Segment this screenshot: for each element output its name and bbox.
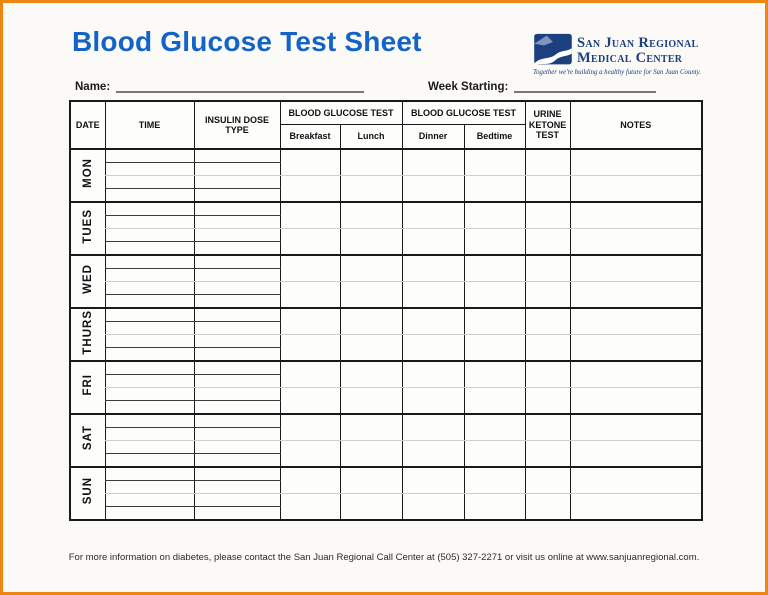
tues-dinner-cell-lower <box>402 229 464 256</box>
sun-time-cell-2 <box>105 481 194 494</box>
thurs-bedtime-cell-upper <box>464 308 525 335</box>
col-header-lunch: Lunch <box>340 125 402 150</box>
mon-notes-cell-upper <box>570 149 702 176</box>
sun-insulin-cell-2 <box>194 481 280 494</box>
fri-urine-cell-upper <box>525 361 570 388</box>
tues-insulin-cell-2 <box>194 216 280 229</box>
river-canyon-logo-icon <box>533 33 573 67</box>
group-header-blood-glucose-test-1: BLOOD GLUCOSE TEST <box>280 101 402 125</box>
thurs-lunch-cell-lower <box>340 335 402 362</box>
wed-breakfast-cell-lower <box>280 282 340 309</box>
tues-time-cell-3 <box>105 229 194 242</box>
wed-bedtime-cell-lower <box>464 282 525 309</box>
fri-notes-cell-upper <box>570 361 702 388</box>
col-header-date: DATE <box>70 101 105 149</box>
day-label-text-mon: MON <box>81 158 94 188</box>
sat-lunch-cell-upper <box>340 414 402 441</box>
sat-time-cell-2 <box>105 428 194 441</box>
col-header-breakfast: Breakfast <box>280 125 340 150</box>
fri-dinner-cell-upper <box>402 361 464 388</box>
thurs-lunch-cell-upper <box>340 308 402 335</box>
tues-breakfast-cell-upper <box>280 202 340 229</box>
fri-time-cell-3 <box>105 388 194 401</box>
footer-note: For more information on diabetes, please contact the San Juan Regional Call Center at (505) 327-2271 or visit us online at www.sanjuanregional.com. <box>68 552 700 563</box>
sun-dinner-cell-lower <box>402 494 464 521</box>
wed-dinner-cell-upper <box>402 255 464 282</box>
wed-time-cell-4 <box>105 295 194 309</box>
mon-dinner-cell-upper <box>402 149 464 176</box>
wed-insulin-cell-4 <box>194 295 280 309</box>
wed-notes-cell-upper <box>570 255 702 282</box>
fri-lunch-cell-upper <box>340 361 402 388</box>
hospital-name-line1: San Juan Regional <box>577 35 699 51</box>
mon-breakfast-cell-upper <box>280 149 340 176</box>
wed-lunch-cell-upper <box>340 255 402 282</box>
day-label-text-tues: TUES <box>81 208 94 244</box>
sun-breakfast-cell-upper <box>280 467 340 494</box>
col-header-dinner: Dinner <box>402 125 464 150</box>
wed-insulin-cell-1 <box>194 255 280 269</box>
day-label-text-fri: FRI <box>81 374 94 396</box>
mon-time-cell-2 <box>105 163 194 176</box>
col-header-insulin-dose-type: INSULIN DOSE TYPE <box>194 101 280 149</box>
sun-notes-cell-lower <box>570 494 702 521</box>
tues-notes-cell-lower <box>570 229 702 256</box>
mon-time-cell-4 <box>105 189 194 203</box>
sun-insulin-cell-1 <box>194 467 280 481</box>
sat-time-cell-3 <box>105 441 194 454</box>
day-label-thurs <box>70 308 105 361</box>
week-starting-label: Week Starting: <box>428 81 509 93</box>
wed-time-cell-3 <box>105 282 194 295</box>
mon-lunch-cell-upper <box>340 149 402 176</box>
thurs-bedtime-cell-lower <box>464 335 525 362</box>
thurs-time-cell-3 <box>105 335 194 348</box>
day-label-fri <box>70 361 105 414</box>
thurs-insulin-cell-4 <box>194 348 280 362</box>
sat-insulin-cell-2 <box>194 428 280 441</box>
wed-insulin-cell-3 <box>194 282 280 295</box>
thurs-notes-cell-lower <box>570 335 702 362</box>
hospital-name <box>577 33 698 65</box>
sun-time-cell-4 <box>105 507 194 521</box>
thurs-time-cell-4 <box>105 348 194 362</box>
tues-time-cell-1 <box>105 202 194 216</box>
name-label: Name: <box>75 81 111 93</box>
fri-bedtime-cell-upper <box>464 361 525 388</box>
day-label-text-sat: SAT <box>81 425 94 451</box>
fri-insulin-cell-1 <box>194 361 280 375</box>
tues-time-cell-2 <box>105 216 194 229</box>
day-label-text-wed: WED <box>81 264 94 294</box>
glucose-table-body <box>70 149 702 520</box>
sun-bedtime-cell-upper <box>464 467 525 494</box>
thurs-dinner-cell-upper <box>402 308 464 335</box>
wed-notes-cell-lower <box>570 282 702 309</box>
sun-lunch-cell-lower <box>340 494 402 521</box>
thurs-insulin-cell-2 <box>194 322 280 335</box>
tues-insulin-cell-4 <box>194 242 280 256</box>
fri-time-cell-1 <box>105 361 194 375</box>
col-header-urine-ketone-test: URINE KETONE TEST <box>525 101 570 149</box>
sat-insulin-cell-4 <box>194 454 280 468</box>
sat-time-cell-4 <box>105 454 194 468</box>
sun-urine-cell-lower <box>525 494 570 521</box>
day-label-mon <box>70 149 105 202</box>
tues-time-cell-4 <box>105 242 194 256</box>
thurs-breakfast-cell-lower <box>280 335 340 362</box>
day-label-text-thurs: THURS <box>81 309 94 355</box>
wed-insulin-cell-2 <box>194 269 280 282</box>
mon-bedtime-cell-upper <box>464 149 525 176</box>
col-header-notes: NOTES <box>570 101 702 149</box>
tues-bedtime-cell-lower <box>464 229 525 256</box>
mon-insulin-cell-4 <box>194 189 280 203</box>
tues-urine-cell-lower <box>525 229 570 256</box>
name-field <box>75 78 364 93</box>
mon-dinner-cell-lower <box>402 176 464 203</box>
mon-time-cell-1 <box>105 149 194 163</box>
tues-lunch-cell-upper <box>340 202 402 229</box>
day-label-text-sun: SUN <box>81 477 94 505</box>
wed-time-cell-1 <box>105 255 194 269</box>
thurs-time-cell-1 <box>105 308 194 322</box>
day-label-wed <box>70 255 105 308</box>
sun-insulin-cell-3 <box>194 494 280 507</box>
fri-notes-cell-lower <box>570 388 702 415</box>
fri-insulin-cell-2 <box>194 375 280 388</box>
tues-notes-cell-upper <box>570 202 702 229</box>
wed-lunch-cell-lower <box>340 282 402 309</box>
thurs-time-cell-2 <box>105 322 194 335</box>
tues-breakfast-cell-lower <box>280 229 340 256</box>
mon-insulin-cell-3 <box>194 176 280 189</box>
fri-breakfast-cell-upper <box>280 361 340 388</box>
hospital-logo <box>533 33 711 76</box>
mon-urine-cell-lower <box>525 176 570 203</box>
sun-dinner-cell-upper <box>402 467 464 494</box>
sat-bedtime-cell-lower <box>464 441 525 468</box>
sat-dinner-cell-lower <box>402 441 464 468</box>
mon-insulin-cell-1 <box>194 149 280 163</box>
sat-insulin-cell-1 <box>194 414 280 428</box>
sun-lunch-cell-upper <box>340 467 402 494</box>
hospital-name-line2: Medical Center <box>577 49 683 66</box>
sat-lunch-cell-lower <box>340 441 402 468</box>
sat-urine-cell-lower <box>525 441 570 468</box>
sat-breakfast-cell-upper <box>280 414 340 441</box>
tues-bedtime-cell-upper <box>464 202 525 229</box>
week-starting-field <box>428 78 656 93</box>
thurs-urine-cell-upper <box>525 308 570 335</box>
wed-bedtime-cell-upper <box>464 255 525 282</box>
sat-notes-cell-upper <box>570 414 702 441</box>
sun-breakfast-cell-lower <box>280 494 340 521</box>
wed-dinner-cell-lower <box>402 282 464 309</box>
sat-time-cell-1 <box>105 414 194 428</box>
mon-breakfast-cell-lower <box>280 176 340 203</box>
fri-breakfast-cell-lower <box>280 388 340 415</box>
day-label-sun <box>70 467 105 520</box>
col-header-time: TIME <box>105 101 194 149</box>
mon-urine-cell-upper <box>525 149 570 176</box>
thurs-breakfast-cell-upper <box>280 308 340 335</box>
fri-bedtime-cell-lower <box>464 388 525 415</box>
group-header-blood-glucose-test-2: BLOOD GLUCOSE TEST <box>402 101 525 125</box>
sun-bedtime-cell-lower <box>464 494 525 521</box>
week-starting-blank-line <box>514 78 656 93</box>
day-label-sat <box>70 414 105 467</box>
wed-breakfast-cell-upper <box>280 255 340 282</box>
thurs-insulin-cell-1 <box>194 308 280 322</box>
thurs-urine-cell-lower <box>525 335 570 362</box>
glucose-log-table <box>69 100 703 521</box>
sat-bedtime-cell-upper <box>464 414 525 441</box>
fri-insulin-cell-3 <box>194 388 280 401</box>
fri-urine-cell-lower <box>525 388 570 415</box>
sun-time-cell-1 <box>105 467 194 481</box>
tues-insulin-cell-3 <box>194 229 280 242</box>
wed-time-cell-2 <box>105 269 194 282</box>
thurs-notes-cell-upper <box>570 308 702 335</box>
sat-dinner-cell-upper <box>402 414 464 441</box>
page-title: Blood Glucose Test Sheet <box>72 26 422 57</box>
name-blank-line <box>116 78 364 93</box>
mon-insulin-cell-2 <box>194 163 280 176</box>
tues-urine-cell-upper <box>525 202 570 229</box>
sat-breakfast-cell-lower <box>280 441 340 468</box>
sun-insulin-cell-4 <box>194 507 280 521</box>
fri-dinner-cell-lower <box>402 388 464 415</box>
tues-insulin-cell-1 <box>194 202 280 216</box>
tues-dinner-cell-upper <box>402 202 464 229</box>
sun-urine-cell-upper <box>525 467 570 494</box>
sun-time-cell-3 <box>105 494 194 507</box>
thurs-insulin-cell-3 <box>194 335 280 348</box>
sat-notes-cell-lower <box>570 441 702 468</box>
fri-lunch-cell-lower <box>340 388 402 415</box>
fri-insulin-cell-4 <box>194 401 280 415</box>
sun-notes-cell-upper <box>570 467 702 494</box>
col-header-bedtime: Bedtime <box>464 125 525 150</box>
mon-bedtime-cell-lower <box>464 176 525 203</box>
fri-time-cell-2 <box>105 375 194 388</box>
thurs-dinner-cell-lower <box>402 335 464 362</box>
mon-lunch-cell-lower <box>340 176 402 203</box>
day-label-tues <box>70 202 105 255</box>
wed-urine-cell-upper <box>525 255 570 282</box>
mon-notes-cell-lower <box>570 176 702 203</box>
hospital-tagline: Together we're building a healthy future for San Juan County. <box>533 69 701 76</box>
wed-urine-cell-lower <box>525 282 570 309</box>
sat-insulin-cell-3 <box>194 441 280 454</box>
tues-lunch-cell-lower <box>340 229 402 256</box>
sat-urine-cell-upper <box>525 414 570 441</box>
fri-time-cell-4 <box>105 401 194 415</box>
mon-time-cell-3 <box>105 176 194 189</box>
